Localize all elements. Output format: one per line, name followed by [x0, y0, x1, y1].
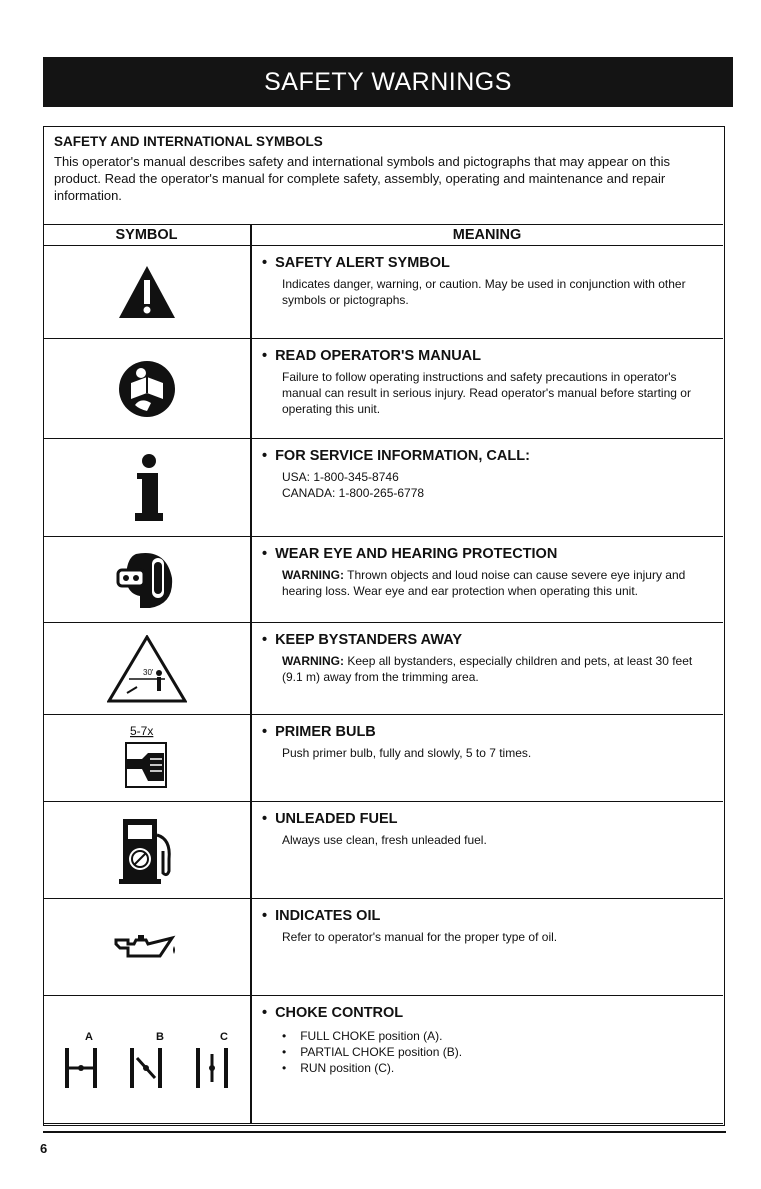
phone-usa: USA: 1-800-345-8746 [282, 470, 399, 484]
bystander-distance-label: 30' [142, 667, 153, 677]
row-title: • UNLEADED FUEL [262, 810, 715, 828]
safety-alert-icon [117, 264, 177, 320]
row-title: • WEAR EYE AND HEARING PROTECTION [262, 545, 715, 563]
row-description: Always use clean, fresh unleaded fuel. [282, 833, 487, 847]
choke-positions-list [282, 1028, 715, 1076]
table-row [44, 439, 723, 537]
table-row [44, 899, 723, 996]
intro-heading: SAFETY AND INTERNATIONAL SYMBOLS [54, 134, 323, 149]
footer-rule [43, 1131, 726, 1133]
table-header [44, 224, 723, 246]
list-item: • FULL CHOKE position (A). [282, 1028, 715, 1044]
row-description: Push primer bulb, fully and slowly, 5 to 7 times. [282, 746, 532, 760]
page-banner: SAFETY WARNINGS [43, 57, 733, 107]
row-title: • KEEP BYSTANDERS AWAY [262, 631, 715, 649]
warning-label: WARNING: [282, 654, 344, 668]
table-row [44, 802, 723, 899]
list-item: • PARTIAL CHOKE position (B). [282, 1044, 715, 1060]
choke-label-a: A [84, 1030, 93, 1043]
eye-ear-protection-icon [116, 548, 178, 612]
table-row [44, 339, 723, 439]
safety-symbols-box [43, 126, 725, 1126]
table-row [44, 537, 723, 623]
row-description: Thrown objects and loud noise can cause severe eye injury and hearing loss. Wear eye and ear protection when operating this unit. [282, 568, 686, 598]
bystanders-icon [107, 635, 187, 703]
row-title: • READ OPERATOR'S MANUAL [262, 347, 715, 365]
oil-can-icon [114, 932, 180, 962]
table-row [44, 715, 723, 802]
list-item: • RUN position (C). [282, 1060, 715, 1076]
page-number: 6 [40, 1141, 48, 1156]
fuel-pump-icon [119, 815, 175, 885]
row-title: • FOR SERVICE INFORMATION, CALL: [262, 447, 715, 465]
primer-count-label: 5-7x [129, 724, 153, 738]
column-divider [250, 224, 252, 1124]
row-description: Failure to follow operating instructions and safety precautions in operator's manual can result in serious injury. Read operator's manual before starting or operating this unit. [282, 370, 691, 416]
primer-bulb-icon [122, 723, 172, 793]
row-description: Indicates danger, warning, or caution. May be used in conjunction with other symbols or pictographs. [282, 277, 686, 307]
phone-canada: CANADA: 1-800-265-6778 [282, 486, 425, 500]
col-symbol-header: SYMBOL [115, 227, 178, 243]
row-title: • SAFETY ALERT SYMBOL [262, 254, 715, 272]
table-row [44, 246, 723, 339]
row-title: • CHOKE CONTROL [262, 1004, 715, 1022]
row-description: Keep all bystanders, especially children and pets, at least 30 feet (9.1 m) away from the trimming area. [282, 654, 693, 684]
choke-run-icon [192, 1028, 232, 1092]
choke-label-c: C [220, 1030, 229, 1043]
choke-label-b: B [156, 1030, 165, 1043]
row-description: Refer to operator's manual for the proper type of oil. [282, 930, 558, 944]
read-manual-icon [117, 359, 177, 419]
table-row [44, 996, 723, 1124]
intro-text: This operator's manual describes safety and international symbols and pictographs that may appear on this product. Read the operator's manual for complete safety, assembly, operating and maintenance and repair information. [54, 154, 670, 203]
row-title: • INDICATES OIL [262, 907, 715, 925]
info-icon [127, 453, 167, 523]
intro-section [54, 133, 720, 204]
choke-full-icon [61, 1028, 101, 1092]
col-meaning-header: MEANING [452, 227, 522, 243]
row-title: • PRIMER BULB [262, 723, 715, 741]
table-row [44, 623, 723, 715]
choke-partial-icon [126, 1028, 166, 1092]
warning-label: WARNING: [282, 568, 344, 582]
